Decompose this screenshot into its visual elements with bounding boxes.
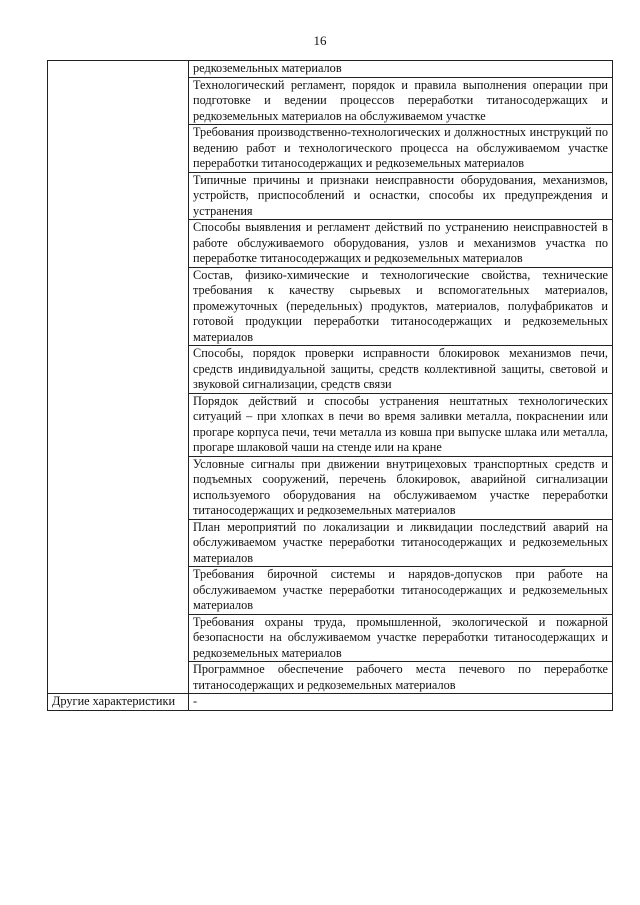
knowledge-item: редкоземельных материалов [189,61,613,78]
knowledge-item: Технологический регламент, порядок и правила выполнения операции при подготовке и ведении процессов переработки титаносодержащих и редкоземельных материалов на обслуживаемом участке [189,77,613,125]
knowledge-item: Способы выявления и регламент действий по устранению неисправностей в работе обслуживаемого оборудования, узлов и механизмов участка по переработке титаносодержащих и редкоземельных материалов [189,220,613,268]
knowledge-item: Типичные причины и признаки неисправности оборудования, механизмов, устройств, приспособлений и оснастки, способы их предупреждения и устранения [189,172,613,220]
knowledge-item: Требования бирочной системы и нарядов-допусков при работе на обслуживаемом участке переработки титаносодержащих и редкоземельных материалов [189,567,613,615]
requirements-table [47,60,613,711]
knowledge-item: Порядок действий и способы устранения нештатных технологических ситуаций – при хлопках в печи во время заливки металла, покраснении или прогаре корпуса печи, течи металла из ковша при выпуске шлака или металла, прогаре шлаковой чаши на стенде или на кране [189,393,613,456]
other-characteristics-label: Другие характеристики [48,694,189,711]
page-number: 16 [313,33,327,48]
knowledge-item: Программное обеспечение рабочего места печевого по переработке титаносодержащих и редкоземельных материалов [189,662,613,694]
knowledge-item: Требования охраны труда, промышленной, экологической и пожарной безопасности на обслуживаемом участке переработки титаносодержащих и редкоземельных материалов [189,614,613,662]
knowledge-item: Состав, физико-химические и технологические свойства, технические требования к качеству сырьевых и вспомогательных материалов, промежуточных (передельных) продуктов, материалов, полуфабрикатов и готовой продукции переработки титаносодержащих и редкоземельных материалов [189,267,613,346]
knowledge-item: Условные сигналы при движении внутрицеховых транспортных средств и подъемных сооружений, перечень блокировок, аварийной сигнализации используемого оборудования на обслуживаемом участке переработки титаносодержащих и редкоземельных материалов [189,456,613,519]
knowledge-item: Способы, порядок проверки исправности блокировок механизмов печи, средств индивидуальной защиты, средств коллективной защиты, световой и звуковой сигнализации, средств связи [189,346,613,394]
table-row [48,61,613,78]
table-row [48,694,613,711]
knowledge-item: План мероприятий по локализации и ликвидации последствий аварий на обслуживаемом участке переработки титаносодержащих и редкоземельных материалов [189,519,613,567]
knowledge-item: Требования производственно-технологических и должностных инструкций по ведению работ и технологического процесса на обслуживаемом участке переработки титаносодержащих и редкоземельных материалов [189,125,613,173]
merged-left-cell [48,61,189,694]
other-characteristics-value: - [189,694,613,711]
